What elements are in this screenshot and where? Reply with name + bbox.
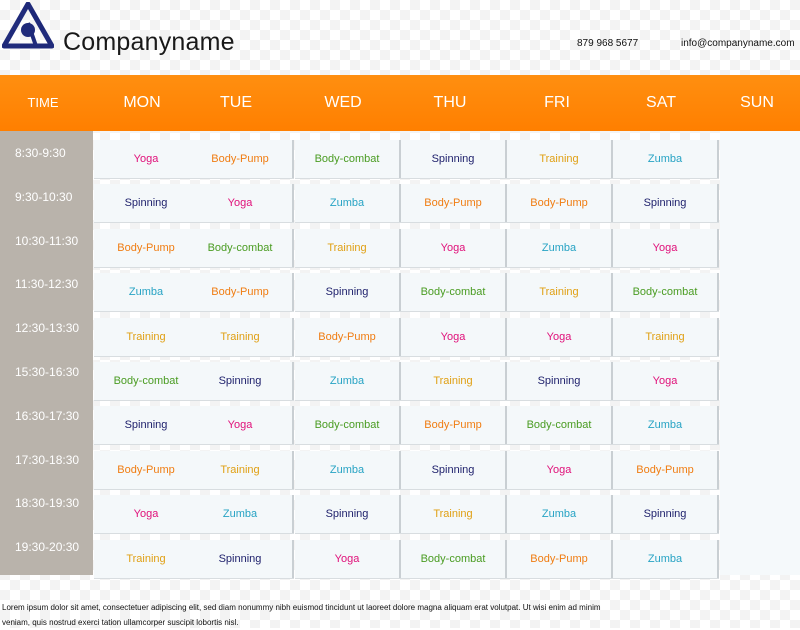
- activity-label: Zumba: [541, 508, 577, 521]
- activity-label: Body-combat: [420, 552, 486, 565]
- footer-line-1: Lorem ipsum dolor sit amet, consectetuer adipiscing elit, sed diam nonummy nibh euismod tincidunt ut laoreet dolore magna aliquam erat volutpat. Ut wisi enim ad minim: [2, 603, 601, 612]
- activity-label: Spinning: [124, 419, 168, 432]
- activity-label: Yoga: [546, 330, 572, 343]
- activity-label: Body-Pump: [424, 419, 482, 432]
- activity-label: Yoga: [440, 241, 466, 254]
- activity-label: Yoga: [133, 508, 159, 521]
- activity-label: Spinning: [643, 508, 687, 521]
- activity-label: Body-combat: [314, 153, 380, 165]
- day-header-row: [0, 75, 800, 133]
- email-address: info@companyname.com: [681, 38, 795, 49]
- activity-label: Training: [433, 375, 473, 387]
- footer-line-2: veniam, quis nostrud exerci tation ullamcorper suscipit lobortis nisl.: [2, 618, 239, 627]
- activity-label: Yoga: [227, 419, 253, 432]
- activity-label: Body-Pump: [117, 463, 175, 476]
- activity-label: Body-Pump: [318, 330, 376, 343]
- activity-label: Zumba: [647, 552, 683, 565]
- time-slot-label: 16:30-17:30: [15, 408, 80, 423]
- day-header-fri: FRI: [544, 94, 570, 111]
- activity-label: Spinning: [431, 463, 475, 476]
- activity-label: Yoga: [334, 552, 360, 565]
- footer-text: [2, 600, 642, 630]
- activity-label: Body-combat: [420, 286, 486, 299]
- time-slot-label: 18:30-19:30: [15, 496, 80, 511]
- activity-label: Body-Pump: [530, 552, 588, 565]
- activity-label: Yoga: [652, 241, 678, 254]
- activity-label: Spinning: [431, 153, 475, 165]
- activity-label: Spinning: [537, 375, 581, 387]
- header: [0, 0, 800, 75]
- activity-label: Spinning: [218, 552, 262, 565]
- phone-number: 879 968 5677: [577, 38, 639, 49]
- activity-label: Zumba: [541, 241, 577, 254]
- activity-label: Body-Pump: [636, 463, 694, 476]
- time-column: [0, 131, 93, 575]
- activity-label: Training: [327, 241, 367, 254]
- activity-label: Body-combat: [632, 286, 698, 299]
- time-slot-label: 9:30-10:30: [15, 189, 73, 204]
- day-header-thu: THU: [433, 94, 467, 111]
- time-slot-label: 11:30-12:30: [15, 277, 79, 292]
- activity-label: Yoga: [227, 197, 253, 210]
- activity-label: Yoga: [546, 463, 572, 476]
- activity-label: Training: [126, 552, 166, 565]
- activity-label: Zumba: [647, 153, 683, 165]
- activity-label: Body-Pump: [117, 241, 175, 254]
- activity-label: Training: [433, 508, 473, 521]
- activity-label: Training: [220, 330, 260, 343]
- activity-label: Body-combat: [526, 419, 592, 432]
- company-logo-icon: [2, 2, 54, 50]
- activity-label: Body-combat: [113, 375, 179, 387]
- activity-label: Zumba: [222, 508, 258, 521]
- day-header-tue: TUE: [220, 94, 252, 111]
- activity-label: Zumba: [329, 197, 365, 210]
- day-header-sat: SAT: [646, 94, 676, 111]
- activity-label: Yoga: [440, 330, 466, 343]
- activity-label: Spinning: [325, 286, 369, 299]
- day-header-time: TIME: [27, 95, 59, 110]
- activity-label: Zumba: [329, 375, 365, 387]
- activity-label: Spinning: [218, 375, 262, 387]
- activity-label: Training: [539, 153, 579, 165]
- activity-label: Training: [220, 463, 260, 476]
- activity-label: Body-Pump: [424, 197, 482, 210]
- activity-label: Spinning: [124, 197, 168, 210]
- activity-label: Yoga: [133, 153, 159, 165]
- day-header-wed: WED: [324, 94, 362, 111]
- time-slot-label: 15:30-16:30: [15, 365, 80, 379]
- time-slot-label: 19:30-20:30: [15, 540, 80, 555]
- activity-label: Body-Pump: [211, 286, 269, 299]
- time-slot-label: 8:30-9:30: [15, 146, 66, 160]
- company-name: Companyname: [63, 28, 235, 56]
- activity-label: Training: [645, 330, 685, 343]
- time-slot-label: 12:30-13:30: [15, 321, 80, 336]
- activity-label: Zumba: [329, 463, 365, 476]
- activity-label: Zumba: [128, 286, 164, 299]
- activity-label: Body-Pump: [211, 153, 269, 165]
- day-header-mon: MON: [123, 94, 161, 111]
- activity-label: Body-combat: [207, 241, 273, 254]
- time-slot-label: 17:30-18:30: [15, 452, 80, 467]
- sunday-column: [720, 131, 800, 575]
- activity-label: Training: [126, 330, 166, 343]
- activity-label: Body-Pump: [530, 197, 588, 210]
- activity-label: Training: [539, 286, 579, 299]
- day-header-sun: SUN: [740, 94, 774, 111]
- activity-label: Spinning: [643, 197, 687, 210]
- activity-label: Zumba: [647, 419, 683, 432]
- activity-label: Yoga: [652, 375, 678, 387]
- time-slot-label: 10:30-11:30: [15, 233, 79, 248]
- activity-label: Body-combat: [314, 419, 380, 432]
- activity-label: Spinning: [325, 508, 369, 521]
